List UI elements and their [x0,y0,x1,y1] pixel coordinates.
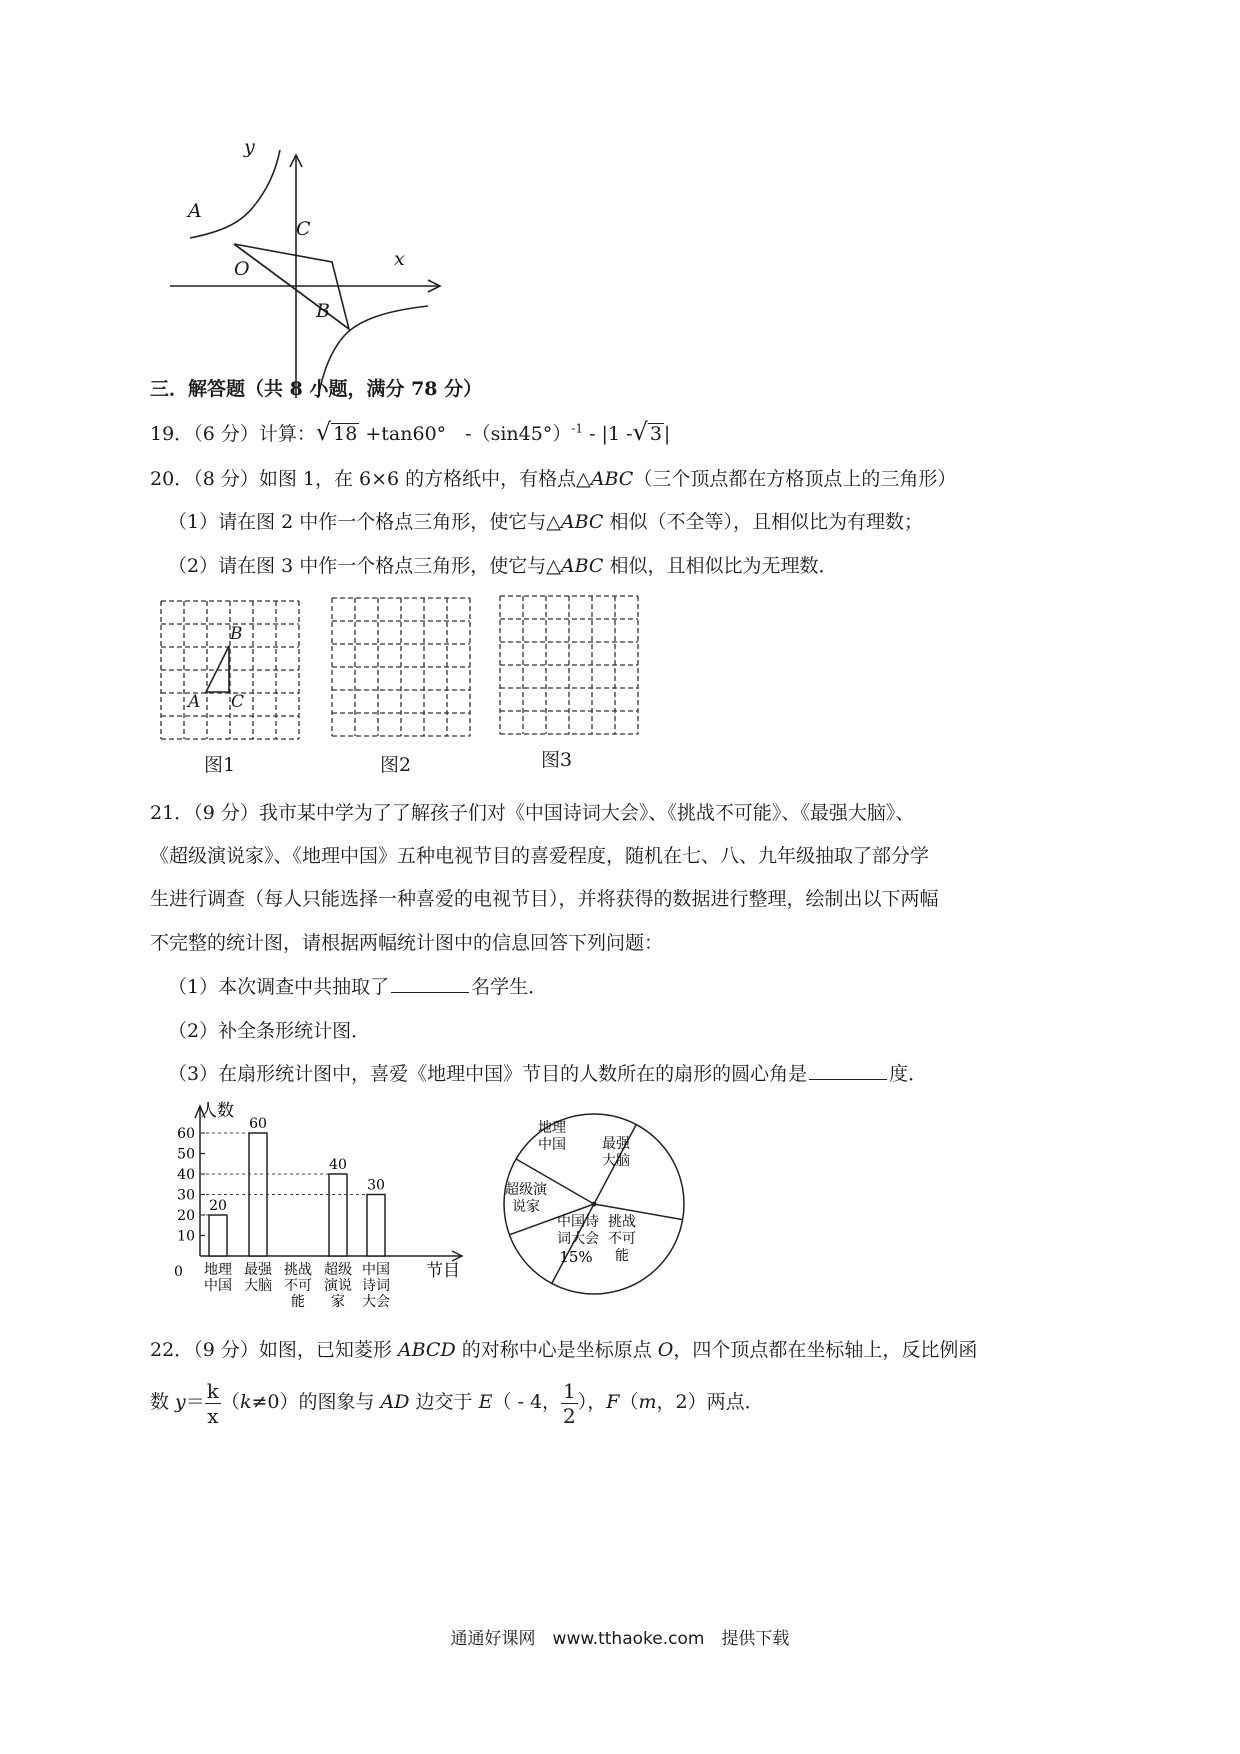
grid1-triangle-abc [160,600,300,740]
q20-sub2 [168,551,838,578]
bar [209,1215,227,1256]
section-title: 三．解答题（共 8 小题，满分 78 分） [150,378,483,400]
question-22 [150,1335,977,1362]
q20-sub1 [168,507,923,534]
q22-cond-post: ≠0）的图象与 [251,1391,381,1413]
fig1-caption: 图1 [204,754,236,776]
q20-sub2-post: 相似，且相似比为无理数． [603,555,838,577]
q21-line3: 生进行调查（每人只能选择一种喜爱的电视节目），并将获得的数据进行整理，绘制出以下两幅 [150,888,939,910]
grid-figure-3 [499,595,641,735]
x-axis-title: 节目 [426,1261,460,1281]
q22-f-coord-post: ，2）两点． [656,1391,764,1413]
q22-ad: AD [380,1391,410,1413]
q20-sub1-pre: （1）请在图 2 中作一个格点三角形，使它与△ [168,511,561,533]
bar-data-label: 30 [367,1177,385,1194]
q22-half-num: 1 [563,1378,576,1403]
q22-m: m [638,1391,657,1413]
q21-sub2: （2）补全条形统计图． [168,1020,371,1042]
q19-exponent: -1 [571,421,584,436]
q19-abs-close: | [663,423,671,445]
q22-f-coord-pre: （ [619,1391,639,1413]
category-label: 演说 [324,1278,352,1294]
pie-chart [492,1096,698,1316]
q19-number: 19． [150,423,194,445]
q22-number: 22． [150,1339,194,1361]
q21-number: 21． [150,802,194,824]
pie-slice-label: 说家 [512,1199,540,1215]
label-c: C [296,218,311,240]
q20-sub1-post: 相似（不全等），且相似比为有理数； [603,511,923,533]
answer-blank-1[interactable] [391,974,469,993]
q22-line1-mid: 的对称中心是坐标原点 [455,1339,658,1361]
q20-text: 如图 1，在 6×6 的方格纸中，有格点△ [258,468,591,490]
q22-frac-den: x [207,1403,219,1428]
bar [329,1174,347,1256]
q22-fraction-k-over-x [205,1379,221,1428]
q21-sub1-post: 名学生． [471,976,548,998]
y-tick-label: 20 [177,1208,195,1224]
q19-sqrt-18: 18 [333,423,358,445]
y-tick-label: 40 [177,1167,195,1183]
grid1-label-b: B [230,624,243,644]
q22-eq: ＝ [185,1391,205,1413]
pie-slice-label: 中国诗 [557,1214,599,1230]
y-tick-label: 60 [177,1126,195,1142]
question-20 [150,464,956,491]
origin-label: 0 [174,1264,183,1280]
pie-slice-label: 挑战 [608,1214,636,1230]
hyperbola-figure [170,150,460,400]
category-label: 不可 [284,1278,312,1294]
q21-sub3-post: 度． [889,1063,928,1085]
q22-line2 [150,1372,764,1432]
pie-slice-label: 词大会 [557,1231,599,1247]
hyperbola-upper-branch [190,150,280,238]
category-label: 中国 [362,1262,390,1278]
y-tick-label: 30 [177,1187,195,1204]
pie-slice-label: 地理 [538,1120,566,1136]
q20-text-tail: （三个顶点都在方格顶点上的三角形） [633,468,957,490]
bar-data-label: 60 [249,1116,267,1132]
q22-e: E [478,1391,493,1413]
label-a: A [188,200,202,222]
grid-figure-2 [331,597,473,737]
category-label: 能 [291,1294,305,1310]
y-axis-title: 人数 [200,1101,234,1121]
category-label: 家 [331,1294,345,1310]
footer: 通通好课网 www.tthaoke.com 提供下载 [450,1629,790,1649]
q21-score: （9 分） [193,802,259,824]
q20-sub1-abc: ABC [560,511,604,533]
grid1-label-c: C [231,692,245,712]
category-label: 中国 [204,1278,232,1294]
answer-blank-2[interactable] [809,1061,887,1080]
bar-chart [160,1096,480,1316]
pie-slice-label: 能 [615,1248,629,1264]
q21-sub1 [168,972,547,999]
bar-data-label: 40 [329,1157,347,1173]
q19-abs-term: - |1 - [589,423,633,445]
q22-line1-post: ，四个顶点都在坐标轴上，反比例函 [673,1339,978,1361]
pie-slice-label: 超级演 [505,1182,547,1198]
label-y: y [244,136,255,158]
category-label: 诗词 [362,1278,390,1294]
category-label: 超级 [324,1262,352,1278]
q19-sqrt-3: 3 [649,423,662,445]
fig2-caption: 图2 [380,754,412,776]
q20-sub2-abc: ABC [560,555,604,577]
q22-half-den: 2 [563,1403,576,1428]
q20-abc: ABC [590,468,634,490]
category-label: 大脑 [244,1278,272,1294]
q22-abcd: ABCD [397,1339,456,1361]
q22-k: k [239,1391,252,1413]
pie-slice-label: 大脑 [602,1153,630,1169]
pie-slice-label: 最强 [602,1136,630,1152]
q22-f: F [606,1391,620,1413]
grid1-label-a: A [188,692,201,712]
q21-line2: 《超级演说家》、《地理中国》五种电视节目的喜爱程度，随机在七、八、九年级抽取了部分学 [150,845,930,867]
bar [249,1133,267,1256]
q22-e-coord-pre: （ - 4， [492,1391,562,1413]
category-label: 大会 [362,1294,390,1310]
q22-fraction-half [561,1379,578,1428]
q22-score: （9 分） [193,1339,259,1361]
pie-percent-label: 15% [559,1248,593,1266]
label-o: O [234,258,250,280]
label-b: B [316,300,330,322]
y-tick-label: 50 [177,1146,195,1163]
q22-y: y [175,1391,186,1413]
q21-sub3-pre: （3）在扇形统计图中，喜爱《地理中国》节目的人数所在的扇形的圆心角是 [168,1063,808,1085]
q19-score: （6 分） [193,423,259,445]
bar [367,1195,385,1257]
bar-data-label: 20 [209,1198,227,1214]
q21-line4: 不完整的统计图，请根据两幅统计图中的信息回答下列问题： [150,932,664,954]
category-label: 最强 [244,1262,272,1278]
q22-cond-pre: （ [220,1391,240,1413]
q22-e-coord-post: ）， [577,1391,607,1413]
q21-sub3 [168,1059,927,1086]
q22-line1-pre: 如图，已知菱形 [258,1339,398,1361]
category-label: 地理 [204,1262,232,1278]
q22-frac-num: k [206,1378,219,1403]
fig3-caption: 图3 [541,749,573,771]
y-tick-label: 10 [177,1228,195,1245]
pie-slice-label: 不可 [608,1231,636,1247]
pie-slice-label: 中国 [538,1137,566,1153]
q20-score: （8 分） [193,468,259,490]
q22-mid2: 边交于 [409,1391,479,1413]
q19-tan-term: +tan60° -（sin45°） [365,423,572,445]
q22-line2-pre: 数 [150,1391,176,1413]
q20-sub2-pre: （2）请在图 3 中作一个格点三角形，使它与△ [168,555,561,577]
q21-sub1-pre: （1）本次调查中共抽取了 [168,976,390,998]
q20-number: 20． [150,468,194,490]
category-label: 挑战 [284,1262,312,1278]
question-21 [150,798,914,825]
label-x: x [394,248,405,270]
q22-o: O [657,1339,674,1361]
q21-line1: 我市某中学为了了解孩子们对《中国诗词大会》、《挑战不可能》、《最强大脑》、 [258,802,915,824]
q19-text: 计算： [258,423,316,445]
question-19: 19．（6 分）计算：√ 18 +tan60° $-(\sin 45^\circ)^{-1} - |1$ -√ 3 | [150,418,671,446]
